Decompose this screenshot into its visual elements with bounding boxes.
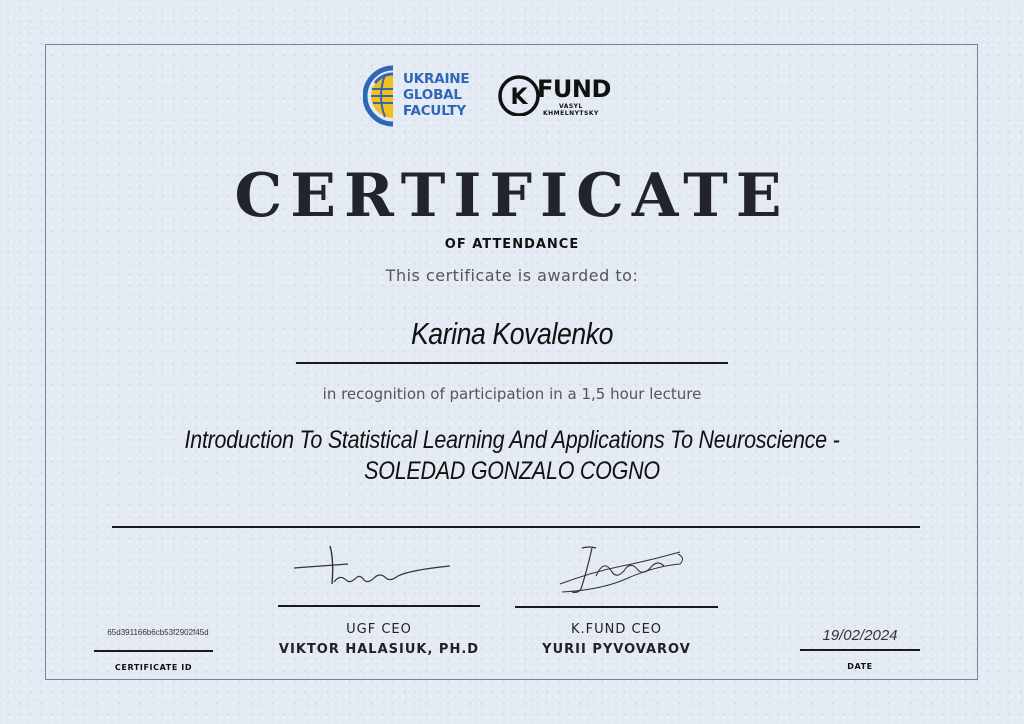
lecture-line: SOLEDAD GONZALO COGNO: [364, 457, 660, 485]
ugf-ceo-role: UGF CEO: [346, 622, 412, 637]
kfund-sub-line: KHMELNYTSKY: [543, 110, 599, 117]
ugf-ceo-signature-line: [278, 605, 480, 607]
awarded-text: This certificate is awarded to:: [385, 266, 639, 285]
certificate-id-value: 65d391166b6cb53f2902f45d: [107, 628, 209, 637]
ugf-ceo-signature: [290, 538, 470, 596]
ugf-wordmark: [403, 71, 483, 119]
recognition-text: in recognition of participation in a 1,5 hour lecture: [322, 385, 702, 403]
certificate-id-label: CERTIFICATE ID: [114, 663, 193, 672]
kfund-subtitle: [543, 103, 599, 117]
certificate-id-line: [94, 650, 213, 652]
kfund-sub-line: VASYL: [558, 103, 583, 110]
ugf-line: UKRAINE: [403, 71, 470, 87]
certificate-subtitle: OF ATTENDANCE: [444, 237, 580, 252]
kfund-circle-icon: [497, 72, 541, 116]
date-label: DATE: [847, 662, 873, 671]
kfund-logo: [497, 72, 637, 120]
ugf-ceo-name: VIKTOR HALASIUK, PH.D: [278, 642, 480, 657]
ugf-globe-icon: [363, 65, 401, 127]
kfund-ceo-signature: [552, 536, 692, 602]
recipient-underline: [296, 362, 728, 364]
ugf-line: GLOBAL: [403, 87, 462, 103]
recipient-name: Karina Kovalenko: [410, 316, 614, 351]
date-value: 19/02/2024: [822, 627, 898, 644]
ugf-logo: [363, 63, 473, 127]
kfund-ceo-signature-line: [515, 606, 718, 608]
kfund-ceo-name: YURII PYVOVAROV: [542, 642, 691, 657]
certificate-title: CERTIFICATE: [234, 161, 790, 231]
ugf-line: FACULTY: [403, 103, 466, 119]
kfund-word: FUND: [537, 75, 611, 103]
lecture-line: Introduction To Statistical Learning And Applications To Neuroscience -: [184, 426, 840, 454]
section-divider: [112, 526, 920, 528]
date-line: [800, 649, 920, 651]
lecture-title: [72, 425, 953, 487]
kfund-letter: K: [510, 85, 528, 110]
kfund-ceo-role: K.FUND CEO: [570, 622, 663, 637]
